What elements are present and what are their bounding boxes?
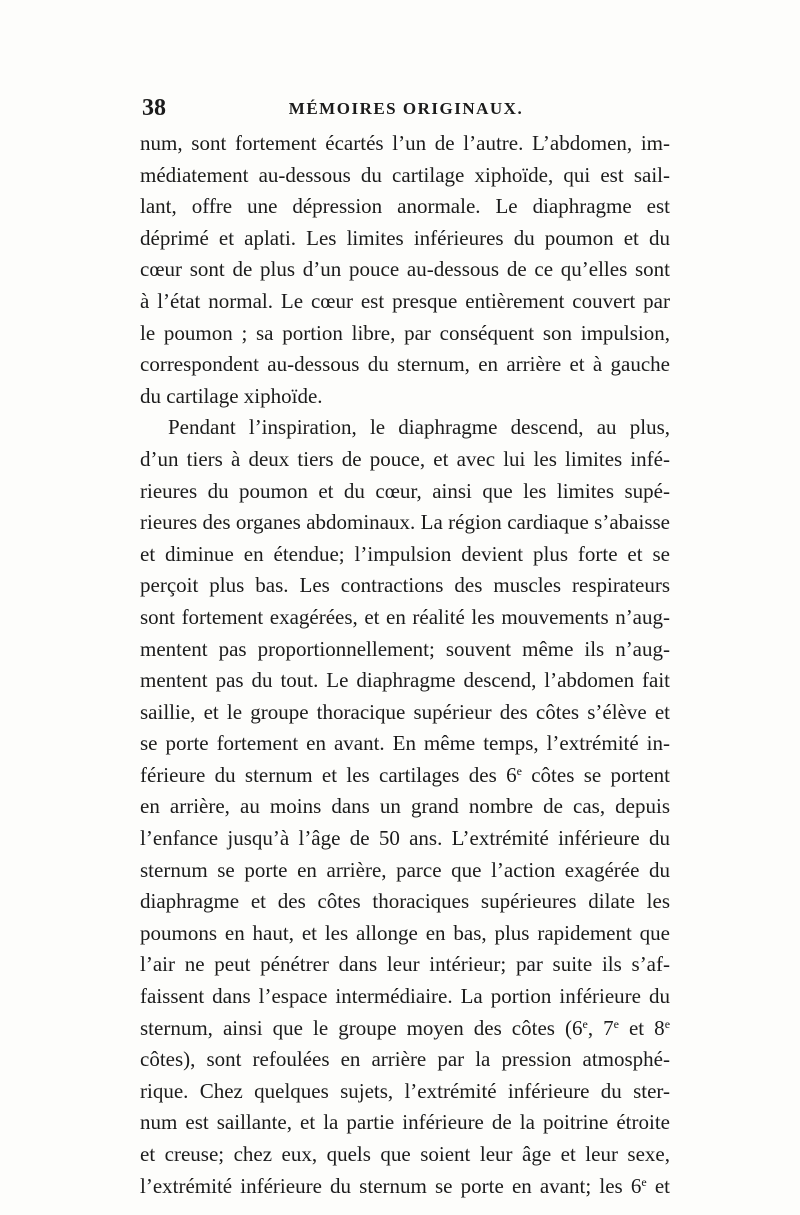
text-line	[140, 160, 670, 192]
text-line	[140, 949, 670, 981]
text-line	[140, 507, 670, 539]
text-line	[140, 665, 670, 697]
text-line	[140, 539, 670, 571]
text-line	[140, 1076, 670, 1108]
line-text: et diminue en étendue; l’impulsion devient plus forte et se	[140, 541, 670, 566]
text-line	[140, 444, 670, 476]
line-text: d’un tiers à deux tiers de pouce, et avec lui les limites infé-	[140, 446, 670, 471]
superscript: e	[613, 1016, 619, 1031]
line-text: num, sont fortement écartés l’un de l’autre. L’abdomen, im-	[140, 131, 670, 155]
line-text: cœur sont de plus d’un pouce au-dessous de ce qu’elles sont	[140, 257, 670, 282]
line-text: côtes se portent	[521, 762, 670, 787]
text-line	[140, 602, 670, 634]
text-line	[140, 191, 670, 223]
superscript: e	[641, 1174, 647, 1189]
line-text: correspondent au-dessous du sternum, en arrière et à gauche	[140, 352, 670, 377]
line-text: lant, offre une dépression anormale. Le diaphragme est	[140, 194, 670, 219]
text-line	[140, 1171, 670, 1203]
line-text: num est saillante, et la partie inférieure de la poitrine étroite	[140, 1110, 670, 1135]
line-text: rique. Chez quelques sujets, l’extrémité inférieure du ster-	[140, 1078, 670, 1103]
text-line	[140, 349, 670, 381]
line-text: et creuse; chez eux, quels que soient leur âge et leur sexe,	[140, 1142, 670, 1166]
text-line	[140, 1107, 670, 1139]
text-line	[140, 697, 670, 729]
line-text: et	[646, 1173, 670, 1198]
text-line	[140, 1044, 670, 1076]
line-text: férieure du sternum et les cartilages des 6	[140, 762, 517, 787]
text-line	[140, 981, 670, 1013]
superscript: e	[516, 763, 522, 778]
text-line	[140, 381, 670, 413]
line-text: déprimé et aplati. Les limites inférieures du poumon et du	[140, 225, 670, 250]
line-text: et 8	[618, 1015, 665, 1040]
text-line	[140, 570, 670, 602]
line-text: mentent pas du tout. Le diaphragme descend, l’abdomen fait	[140, 668, 670, 693]
superscript: e	[664, 1016, 671, 1031]
line-text: sont fortement exagérées, et en réalité les mouvements n’aug-	[140, 604, 670, 629]
text-line	[140, 318, 670, 350]
line-text: se porte fortement en avant. En même temps, l’extrémité in-	[140, 731, 670, 756]
page-header	[142, 94, 670, 122]
text-line	[140, 634, 670, 666]
line-text: perçoit plus bas. Les contractions des muscles respirateurs	[140, 573, 670, 598]
text-line	[140, 412, 670, 444]
line-text: côtes), sont refoulées en arrière par la pression atmosphé-	[140, 1047, 670, 1072]
line-text: l’enfance jusqu’à l’âge de 50 ans. L’extrémité inférieure du	[140, 826, 670, 851]
line-text: , 7	[587, 1015, 614, 1040]
body-text	[140, 128, 670, 1202]
running-head: MÉMOIRES ORIGINAUX.	[288, 99, 524, 118]
text-line	[140, 1139, 670, 1171]
text-line	[140, 855, 670, 887]
line-text: rieures des organes abdominaux. La région cardiaque s’abaisse	[140, 510, 670, 535]
line-text: mentent pas proportionnellement; souvent même ils n’aug-	[140, 636, 670, 661]
text-line	[140, 476, 670, 508]
line-text: sternum se porte en arrière, parce que l’action exagérée du	[140, 857, 670, 882]
superscript: e	[582, 1016, 588, 1031]
text-line	[140, 254, 670, 286]
text-line	[140, 286, 670, 318]
line-text: Pendant l’inspiration, le diaphragme descend, au plus,	[168, 415, 670, 440]
line-text: à l’état normal. Le cœur est presque entièrement couvert par	[140, 288, 670, 313]
line-text: poumons en haut, et les allonge en bas, plus rapidement que	[140, 920, 670, 945]
line-text: médiatement au-dessous du cartilage xiphoïde, qui est sail-	[140, 162, 670, 187]
page-number: 38	[142, 95, 166, 121]
text-line	[140, 823, 670, 855]
line-text: diaphragme et des côtes thoraciques supérieures dilate les	[140, 889, 670, 914]
line-text: l’extrémité inférieure du sternum se porte en avant; les 6	[140, 1173, 642, 1198]
text-line	[140, 128, 670, 160]
line-text: le poumon ; sa portion libre, par conséquent son impulsion,	[140, 320, 670, 345]
line-text: saillie, et le groupe thoracique supérieur des côtes s’élève et	[140, 699, 670, 724]
text-line	[140, 1013, 670, 1045]
line-text: en arrière, au moins dans un grand nombre de cas, depuis	[140, 794, 670, 819]
line-text: du cartilage xiphoïde.	[140, 383, 323, 408]
text-line	[140, 760, 670, 792]
line-text: faissent dans l’espace intermédiaire. La portion inférieure du	[140, 984, 670, 1009]
text-line	[140, 791, 670, 823]
line-text: rieures du poumon et du cœur, ainsi que les limites supé-	[140, 478, 670, 503]
text-line	[140, 918, 670, 950]
text-line	[140, 728, 670, 760]
text-line	[140, 886, 670, 918]
line-text: sternum, ainsi que le groupe moyen des côtes (6	[140, 1015, 583, 1040]
text-line	[140, 223, 670, 255]
line-text: l’air ne peut pénétrer dans leur intérieur; par suite ils s’af-	[140, 952, 670, 977]
